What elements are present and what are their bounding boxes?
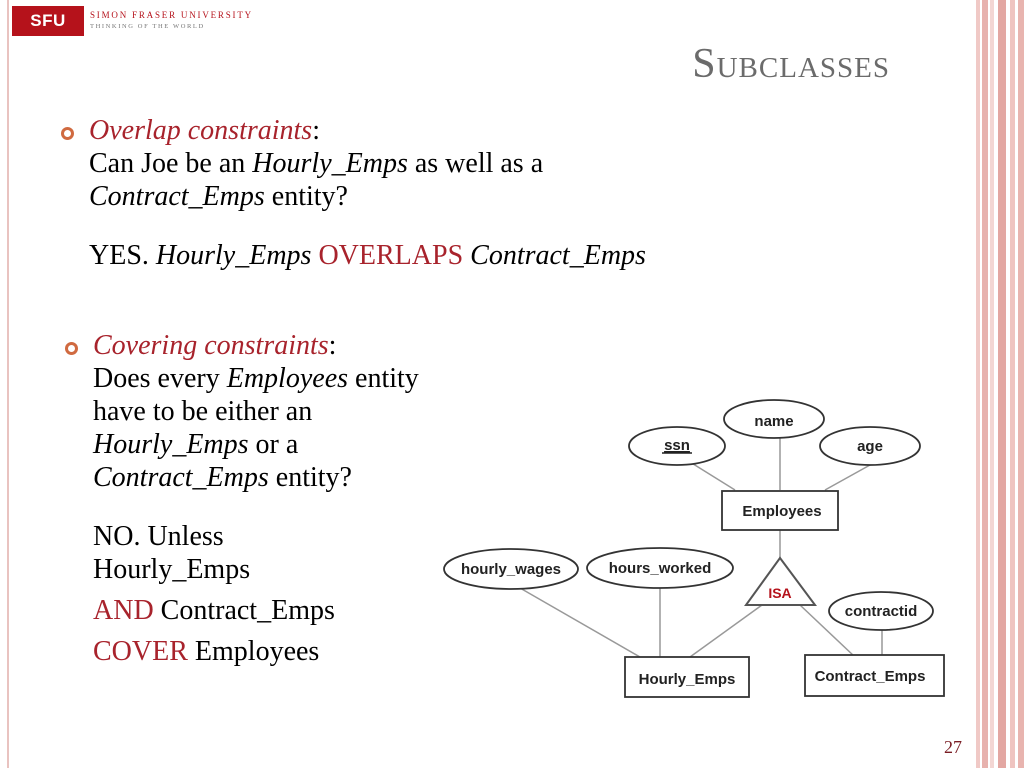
attr-age <box>820 427 920 465</box>
attr-name <box>724 400 824 438</box>
attr-ssn-label: ssn <box>664 437 690 454</box>
er-connector-lines <box>520 438 882 657</box>
attr-hourly-wages-label: hourly_wages <box>460 561 562 578</box>
covering-question-line-3: Hourly_Emps or a <box>93 429 299 460</box>
slide-title: Subclasses <box>692 41 890 87</box>
attr-contractid <box>829 592 933 630</box>
entity-employees <box>722 491 838 530</box>
covering-answer-line-2: Hourly_Emps <box>93 554 251 585</box>
entity-contract-emps-label: Contract_Emps <box>814 668 926 685</box>
overlap-heading: Overlap constraints <box>89 115 313 146</box>
attr-hourly-wages <box>444 549 578 589</box>
overlap-question-line-1: Can Joe be an Hourly_Emps as well as a <box>89 148 544 179</box>
logo-tagline: THINKING OF THE WORLD <box>90 23 205 30</box>
logo-mark: SFU <box>12 6 84 36</box>
entity-contract-emps <box>805 655 944 696</box>
overlap-constraints-block: Overlap constraints: Can Joe be an Hourly_Emps as well as a Contract_Emps entity? YES. Hourly_Emps OVERLAPS Contract_Emps <box>89 115 646 271</box>
entity-hourly-emps <box>625 657 749 697</box>
attr-hours-worked-label: hours_worked <box>608 560 712 577</box>
page-number: 27 <box>944 737 962 757</box>
covering-heading: Covering constraints <box>93 330 329 361</box>
attr-ssn <box>629 427 725 465</box>
covering-constraints-block: Covering constraints: Does every Employees entity have to be either an Hourly_Emps or a Contract_Emps entity? NO. Unless Hourly_Emps AND Contract_Emps COVER Employees <box>93 330 419 667</box>
covering-question-line-2: have to be either an <box>93 396 313 427</box>
isa-triangle <box>746 558 815 605</box>
entity-employees-label: Employees <box>742 503 822 520</box>
logo-university-name: SIMON FRASER UNIVERSITY <box>90 10 253 20</box>
covering-question-line-4: Contract_Emps entity? <box>93 462 352 493</box>
attr-name-label: name <box>754 413 794 430</box>
entity-hourly-emps-label: Hourly_Emps <box>638 671 736 688</box>
covering-answer-line-3: AND Contract_Emps <box>93 595 335 626</box>
overlap-answer: YES. Hourly_Emps OVERLAPS Contract_Emps <box>89 240 646 271</box>
isa-label: ISA <box>768 585 792 601</box>
attr-contractid-label: contractid <box>844 603 918 620</box>
attr-hours-worked <box>587 548 733 588</box>
attr-age-label: age <box>857 438 883 455</box>
covering-answer-line-1: NO. Unless <box>93 521 224 552</box>
covering-question-line-1: Does every Employees entity <box>93 363 419 394</box>
overlap-question-line-2: Contract_Emps entity? <box>89 181 348 212</box>
covering-answer-line-4: COVER Employees <box>93 636 320 667</box>
